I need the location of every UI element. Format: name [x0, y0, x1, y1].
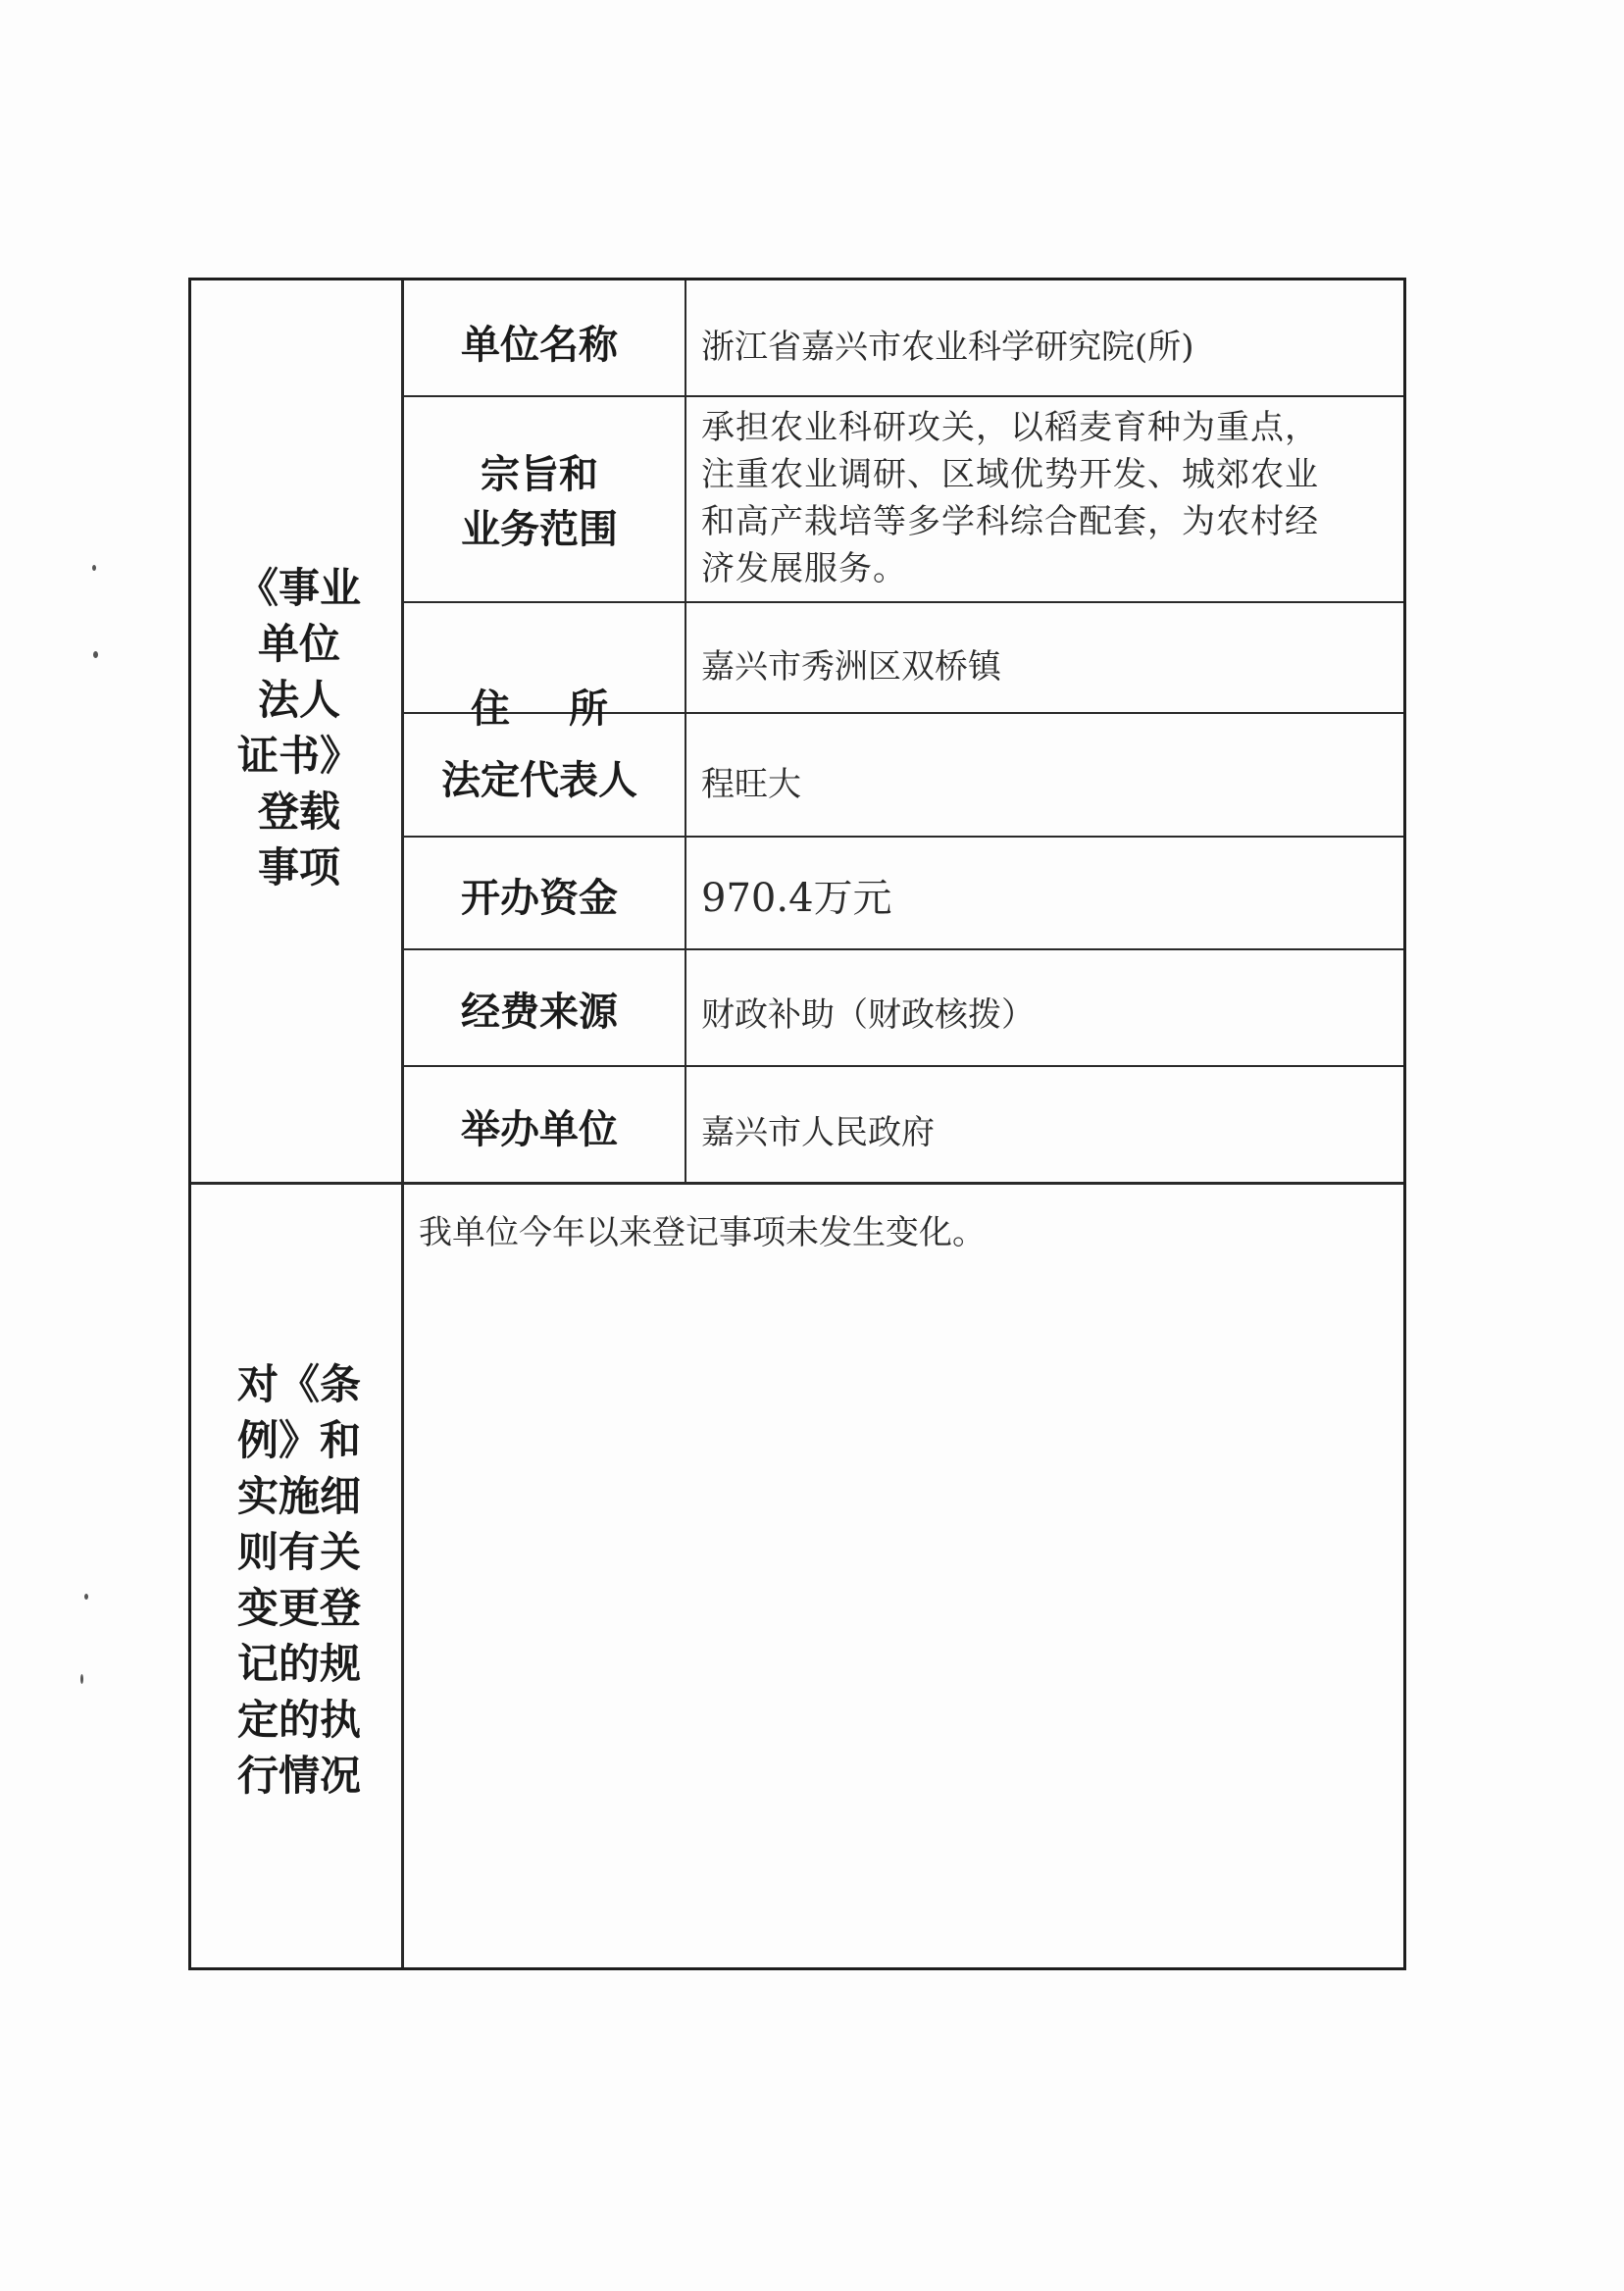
address-value: 嘉兴市秀洲区双桥镇: [701, 647, 1001, 687]
start-capital-value: 970.4万元: [701, 876, 892, 921]
sponsor-unit-value: 嘉兴市人民政府: [701, 1113, 935, 1152]
sponsor-unit-label: 举办单位: [461, 1106, 618, 1152]
row-divider: [401, 1065, 1403, 1067]
compliance-statement: 我单位今年以来登记事项未发生变化。: [419, 1213, 986, 1252]
purpose-scope-label: 宗旨和 业务范围: [461, 451, 618, 552]
row-divider: [401, 601, 1403, 603]
unit-name-value: 浙江省嘉兴市农业科学研究院(所): [701, 328, 1194, 367]
scan-speck: [80, 1674, 83, 1684]
row-divider: [401, 836, 1403, 838]
registration-form-table: [188, 278, 1406, 1970]
legal-representative-value: 程旺大: [701, 765, 801, 804]
funding-source-label: 经费来源: [461, 989, 618, 1035]
compliance-section-label: 对《条 例》和 实施细 则有关 变更登 记的规 定的执 行情况: [236, 1360, 361, 1800]
address-label: [402, 632, 677, 734]
unit-name-label: 单位名称: [461, 322, 618, 368]
funding-source-value: 财政补助（财政核拨）: [701, 995, 1035, 1035]
scan-speck: [84, 1594, 88, 1600]
start-capital-label: 开办资金: [461, 875, 618, 921]
address-label-text: 住所: [471, 686, 667, 732]
row-divider: [401, 395, 1403, 397]
scan-speck: [93, 651, 98, 658]
purpose-scope-value: 承担农业科研攻关，以稻麦育种为重点， 注重农业调研、区域优势开发、城郊农业 和高产栽培等多学科综合配套，为农村经 济发展服务。: [701, 408, 1319, 588]
scan-speck: [92, 565, 96, 571]
row-divider: [401, 948, 1403, 950]
registration-section-label: 《事业 单位 法人 证书》 登载 事项: [236, 564, 361, 891]
legal-representative-label: 法定代表人: [441, 757, 637, 803]
value-column-divider: [685, 280, 686, 1182]
section-divider-line: [191, 1182, 1403, 1185]
